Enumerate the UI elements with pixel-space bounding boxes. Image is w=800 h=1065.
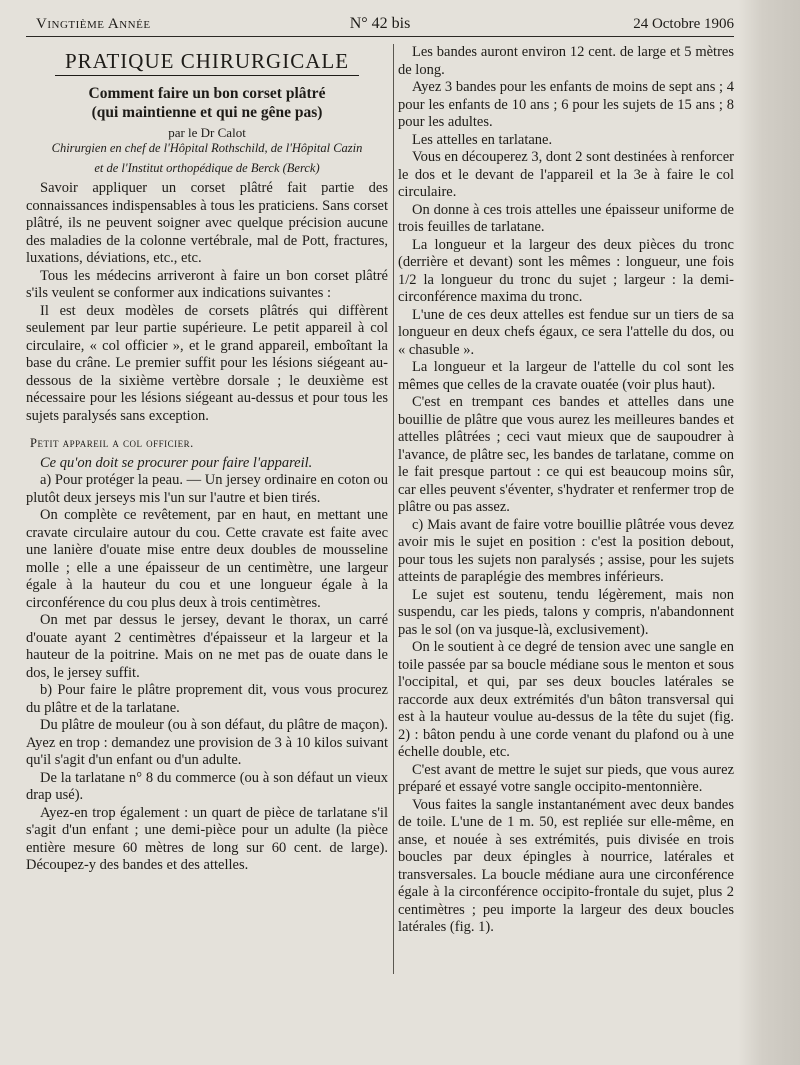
paragraph: On complète ce revêtement, par en haut, en mettant une cravate circulaire autour du cou. Cette cravate est faite avec une lanière d'ouate mise entre deux doubles de mousseline molle ; elle a une épaisseur de un centimètre, une largeur égale à la hauteur du cou et une longueur égale à la circonférence du cou plus deux à trois centimètres. [26,507,388,611]
paragraph: C'est avant de mettre le sujet sur pieds, que vous aurez préparé et essayé votre sangle occipito-mentonnière. [398,761,734,795]
paragraph: Vous faites la sangle instantanément avec deux bandes de toile. L'une de 1 m. 50, est repliée sur elle-même, en anse, et nouée à ses extrémités, puis divisée en trois boucles par deux épingles à nourrice, latérales et transversales. La boucle médiane aura une circonférence égale à la circonférence occipito-frontale du sujet, plus 2 centimètres ; peu importe la largeur des deux boucles latérales (fig. 1). [398,796,734,935]
paragraph: On met par dessus le jersey, devant le thorax, un carré d'ouate ayant 2 centimètres d'épaisseur et la largeur et la hauteur de la poitrine. Mais on ne met pas de ouate dans le dos, le jersey suffit. [26,612,388,681]
paragraph-italic-heading: Ce qu'on doit se procurer pour faire l'appareil. [40,454,313,471]
paragraph: Les bandes auront environ 12 cent. de large et 5 mètres de long. [398,44,734,78]
paragraph: On le soutient à ce degré de tension avec une sangle en toile passée par sa boucle médiane sous le menton et sous l'occipital, et qui, par ses deux boucles latérales se raccorde aux deux extrémités d'un bâton transversal qui est à la hauteur voulue au-dessus de la tête du sujet (fig. 2) : bâton pendu à une corde venant du plafond ou à une échelle double, etc. [398,639,734,760]
paragraph: Vous en découperez 3, dont 2 sont destinées à renforcer le dos et le devant de l'appareil et la 3e à faire le col circulaire. [398,149,734,200]
facing-page-edge [738,0,800,1065]
paragraph: Il est deux modèles de corsets plâtrés qui diffèrent seulement par leur partie supérieure. Le petit appareil à col circulaire, « col officier », et le grand appareil, emboîtant la base du crâne. Le premier suffit pour les lésions siégeant au-dessous de la sixième vertèbre dorsale ; le deuxième est nécessaire pour les lésions siégeant au-dessus et pour tous les sujets paralysés sans exception. [26,302,388,424]
issue-number: N° 42 bis [349,15,411,32]
paragraph: a) Pour protéger la peau. — Un jersey ordinaire en coton ou plutôt deux jerseys mis l'un sur l'autre et bien tirés. [26,472,388,506]
volume-label: Vingtième Année [36,16,151,32]
paragraph: Ayez-en trop également : un quart de pièce de tarlatane s'il s'agit d'un enfant ; une demi-pièce pour un adulte (la pièce entière mesure 60 mètres de long sur 60 cent. de large). Découpez-y des bandes et des attelles. [26,804,388,873]
article-title-line-1: Comment faire un bon corset plâtré [88,85,326,102]
paragraph: Savoir appliquer un corset plâtré fait partie des connaissances indispensables à tous les praticiens. Sans corset plâtré, ils ne peuvent soigner avec quelque précision aucune des maladies de la colonne vertébrale, mal de Pott, fractures, luxations, déviations, etc., etc. [26,180,388,266]
paragraph: On donne à ces trois attelles une épaisseur uniforme de trois feuilles de tarlatane. [398,201,734,235]
affiliation-line-1: Chirurgien en chef de l'Hôpital Rothschild, de l'Hôpital Cazin [51,141,363,155]
paragraph: Tous les médecins arriveront à faire un bon corset plâtré s'ils veulent se conformer aux indications suivantes : [26,267,388,301]
paragraph: Ayez 3 bandes pour les enfants de moins de sept ans ; 4 pour les enfants de 10 ans ; 6 pour les sujets de 15 ans ; 8 pour les adultes. [398,79,734,130]
paragraph: c) Mais avant de faire votre bouillie plâtrée vous devez avoir mis le sujet en position : c'est la position debout, pour tous les sujets non paralysés ; assise, pour les sujets atteints de paraplégie des membres inférieurs. [398,516,734,585]
paragraph: La longueur et la largeur de l'attelle du col sont les mêmes que celles de la cravate ouatée (voir plus haut). [398,359,734,393]
article-title-line-2: (qui maintienne et qui ne gêne pas) [91,104,323,121]
left-column [26,44,388,875]
paragraph: Du plâtre de mouleur (ou à son défaut, du plâtre de maçon). Ayez en trop : demandez une provision de 3 à 10 kilos suivant qu'il s'agit d'un enfant ou d'un adulte. [26,717,388,768]
right-column [398,44,734,937]
subsection-heading: Petit appareil a col officier. [30,436,194,450]
paragraph: La longueur et la largeur des deux pièces du tronc (derrière et devant) sont les mêmes : longueur, une fois 1/2 la longueur du tronc du sujet ; largeur : la demi-circonférence maxima du tronc. [398,236,734,305]
section-title: PRATIQUE CHIRURGICALE [26,48,388,74]
affiliation-line-2: et de l'Institut orthopédique de Berck (Berck) [94,160,320,175]
paragraph: Les attelles en tarlatane. [412,131,553,148]
paragraph: C'est en trempant ces bandes et attelles dans une bouillie de plâtre que vous aurez les meilleures bandes et attelles plâtrées ; ceci vaut mieux que de saupoudrer à l'avance, de plâtre sec, les bandes de tarlatane, comme on le fait presque partout : ce qui est beaucoup moins sûr, car elles peuvent s'éventer, s'hydrater et renfermer trop de plâtre ou pas assez. [398,394,734,515]
byline: par le Dr Calot [168,125,246,140]
paragraph: b) Pour faire le plâtre proprement dit, vous vous procurez du plâtre et de la tarlatane. [26,682,388,716]
paragraph: Le sujet est soutenu, tendu légèrement, mais non suspendu, car les pieds, talons y compris, n'abandonnent pas le sol (on va jusque-là, exclusivement). [398,586,734,638]
column-divider [393,44,394,974]
paragraph: De la tarlatane n° 8 du commerce (ou à son défaut un vieux drap usé). [26,769,388,803]
issue-date: 24 Octobre 1906 [633,16,734,32]
paragraph: L'une de ces deux attelles est fendue sur un tiers de sa longueur en deux chefs égaux, ce sera l'attelle du dos, ou « chasuble ». [398,306,734,358]
page-header [26,12,734,37]
